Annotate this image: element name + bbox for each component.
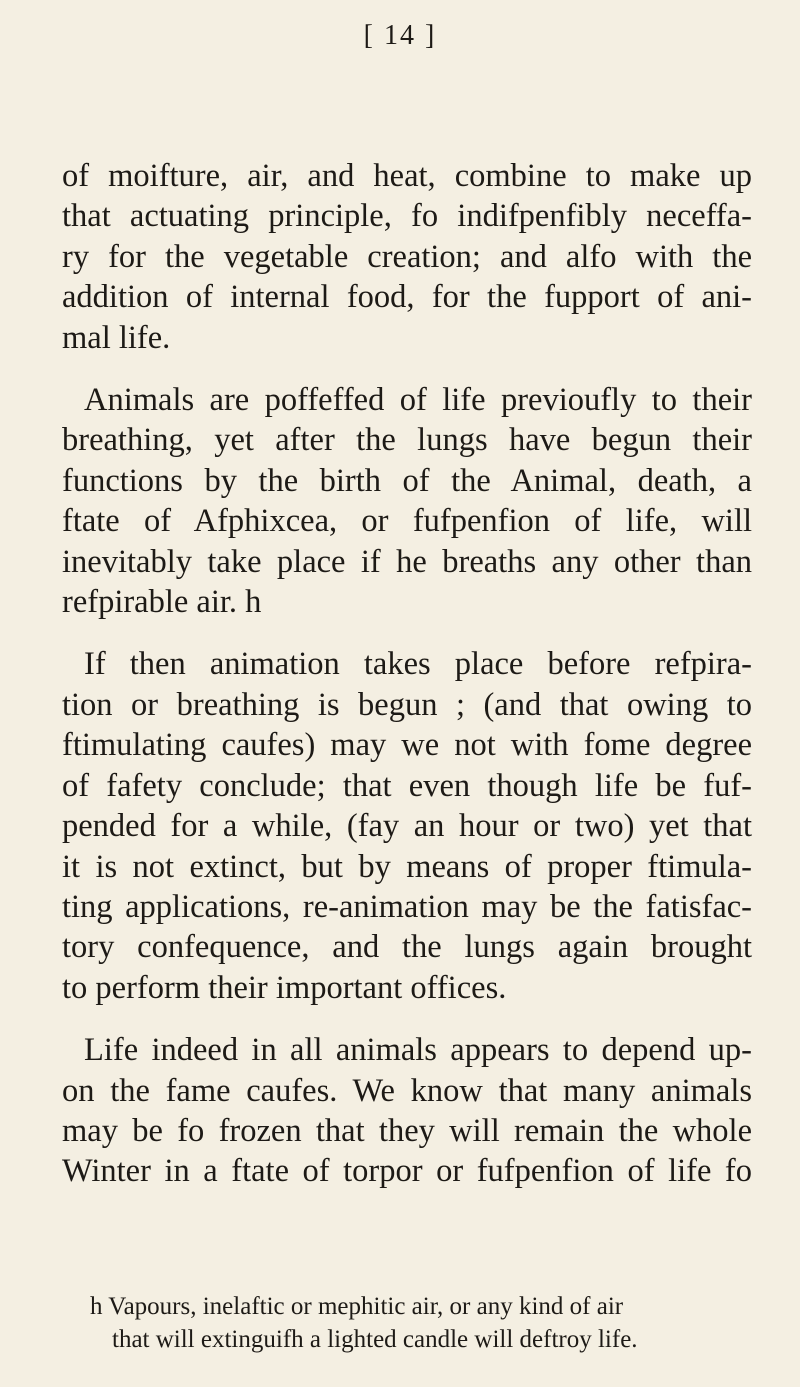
text-line: Winter in a ftate of torpor or fufpenfion of life fo bbox=[62, 1153, 752, 1190]
text-line: on the fame caufes. We know that many animals bbox=[62, 1072, 752, 1109]
footnotes bbox=[90, 1290, 750, 1356]
text-line: If then animation takes place before refpira- bbox=[84, 646, 752, 683]
text-line: Life indeed in all animals appears to depend up- bbox=[84, 1032, 752, 1069]
text-line: tory confequence, and the lungs again brought bbox=[62, 929, 752, 966]
text-line: may be fo frozen that they will remain the whole bbox=[62, 1112, 752, 1149]
text-line: functions by the birth of the Animal, death, a bbox=[62, 462, 752, 499]
paragraph-3 bbox=[62, 644, 752, 1008]
paragraph-2 bbox=[62, 380, 752, 622]
text-line: of fafety conclude; that even though life be fuf- bbox=[62, 767, 752, 804]
text-line: inevitably take place if he breaths any other than bbox=[62, 543, 752, 580]
text-line: mal life. bbox=[62, 319, 171, 356]
text-line: of moifture, air, and heat, combine to make up bbox=[62, 158, 752, 194]
text-line: Animals are poffeffed of life previoufly to their bbox=[84, 382, 752, 419]
text-line: pended for a while, (fay an hour or two) yet that bbox=[62, 808, 752, 845]
text-line: refpirable air. h bbox=[62, 584, 262, 621]
text-line: ting applications, re-animation may be the fatisfac- bbox=[62, 888, 752, 925]
text-line: breathing, yet after the lungs have begun their bbox=[62, 422, 752, 459]
footnote-line: that will extinguifh a lighted candle will deftroy life. bbox=[112, 1326, 638, 1353]
paragraph-1 bbox=[62, 156, 752, 358]
text-line: to perform their important offices. bbox=[62, 969, 507, 1006]
text-line: addition of internal food, for the fupport of ani- bbox=[62, 279, 752, 316]
text-line: tion or breathing is begun ; (and that owing to bbox=[62, 686, 752, 723]
text-line: that actuating principle, fo indifpenfibly neceffa- bbox=[62, 198, 752, 235]
page-number-header: [ 14 ] bbox=[363, 20, 437, 51]
text-line: it is not extinct, but by means of proper ftimula- bbox=[62, 848, 752, 885]
text-line: ry for the vegetable creation; and alfo with the bbox=[62, 238, 752, 275]
paragraph-4 bbox=[62, 1030, 752, 1192]
text-line: ftimulating caufes) may we not with fome degree bbox=[62, 727, 752, 764]
body-text bbox=[62, 156, 752, 1214]
text-line: ftate of Afphixcea, or fufpenfion of life, will bbox=[62, 503, 752, 540]
footnote-line: h Vapours, inelaftic or mephitic air, or any kind of air bbox=[90, 1293, 624, 1320]
